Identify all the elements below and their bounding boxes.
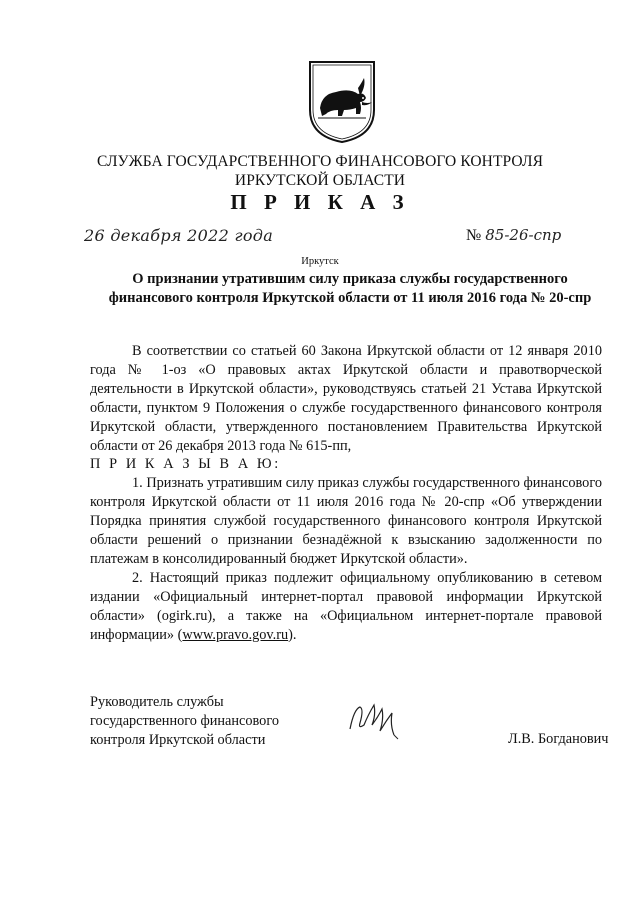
position-line-1: Руководитель службы [90,694,224,710]
agency-name-line-2: ИРКУТСКОЙ ОБЛАСТИ [234,172,406,189]
item-1-paragraph: 1. Признать утратившим силу приказ службы государственного финансового контроля Иркутской области от 11 июля 2016 года № 20-спр «Об утверждении Порядка принятия службой государственного финансового контроля Иркутской области решений о признании безнадёжной к взысканию задолженности по платежам в консолидированный бюджет Иркутской области». [90,475,602,567]
signatory-position [90,693,279,750]
item-2-paragraph [90,569,602,645]
city: Иркутск [301,256,339,267]
pravo-gov-link[interactable]: www.pravo.gov.ru [182,626,289,643]
order-body [90,342,602,645]
coat-of-arms-emblem [306,58,378,144]
handwritten-date: 26 декабря 2022 года [84,226,274,245]
position-line-2: государственного финансового [90,713,279,729]
agency-name-line-1: СЛУЖБА ГОСУДАРСТВЕННОГО ФИНАНСОВОГО КОНТРОЛЯ [96,153,544,170]
handwritten-number: 85-26-спр [485,226,562,244]
item-2-end: ). [288,626,297,643]
signatory-name: Л.В. Богданович [508,731,609,747]
order-title: П Р И К А З [230,190,410,214]
subject-line-2: финансового контроля Иркутской области от 11 июля 2016 года № 20-спр [108,290,592,306]
command-word: П Р И К А З Ы В А Ю: [90,456,281,473]
item-2-text: 2. Настоящий приказ подлежит официальному опубликованию в сетевом издании «Официальный интернет-портал правовой информации Иркутской области» (ogirk.ru), а также на «Официальном интернет-портале правовой информации» ( [90,569,602,643]
preamble-paragraph: В соответствии со статьей 60 Закона Иркутской области от 12 января 2010 года № 1-оз «О правовых актах Иркутской области и правотворческой деятельности в Иркутской области», руководствуясь статьей 21 Устава Иркутской области, пунктом 9 Положения о службе государственного финансового контроля Иркутской области, утвержденного постановлением Правительства Иркутской области от 26 декабря 2013 года № 615-пп, [90,343,602,454]
handwritten-signature [344,695,404,741]
number-sign: № [466,227,482,244]
subject-line-1: О признании утратившим силу приказа службы государственного [132,271,568,287]
agency-name [0,152,640,190]
order-number [466,226,561,245]
order-subject [100,270,600,308]
position-line-3: контроля Иркутской области [90,732,266,748]
